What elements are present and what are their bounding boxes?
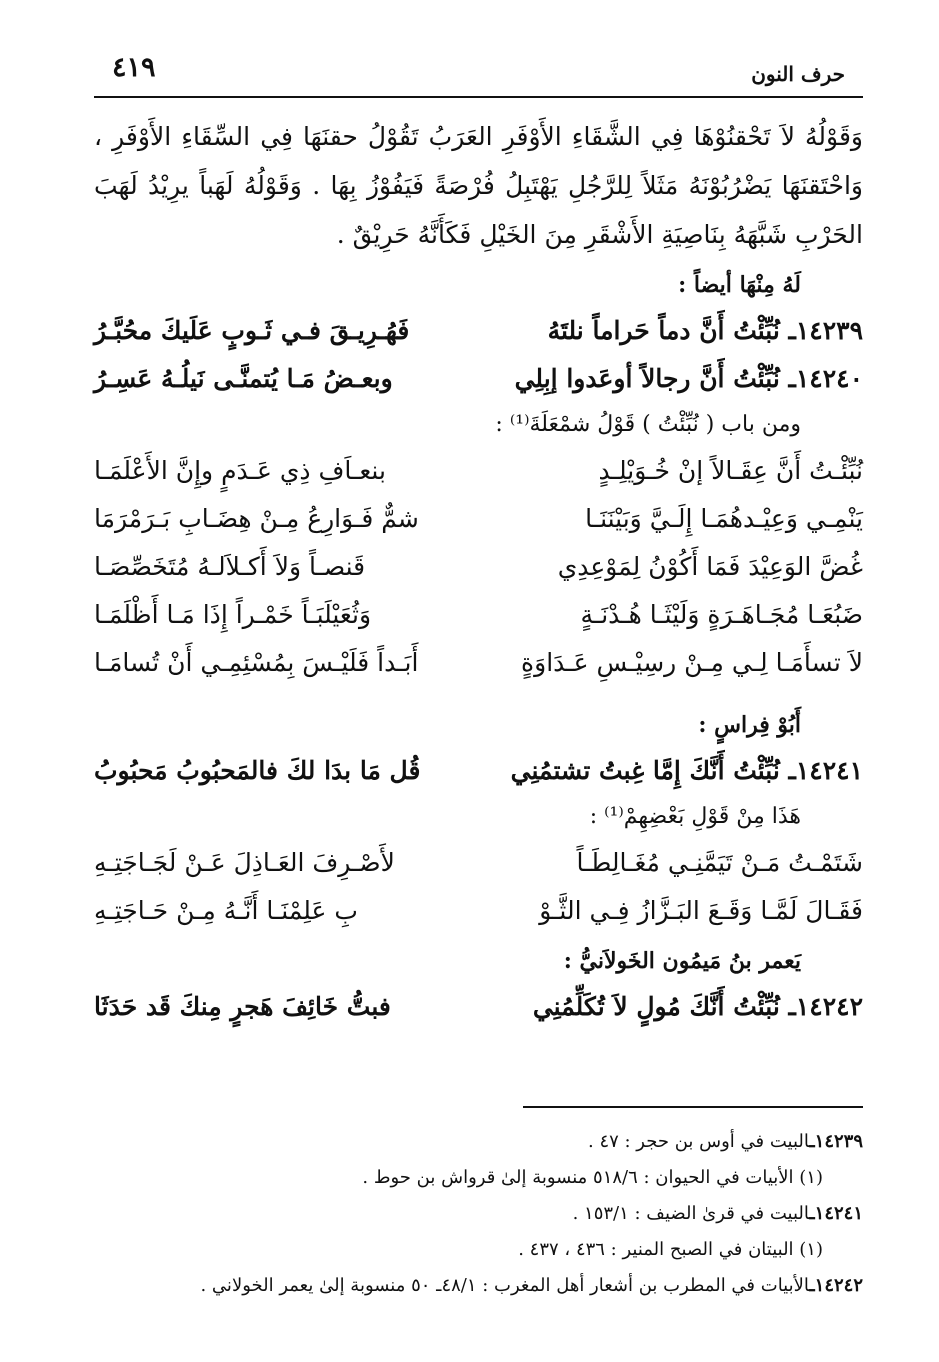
quoted-verse xyxy=(94,839,863,887)
verse-second-hemistich: وبعـضُ مَـا يُتمنَّـى نَيلُـهُ عَسِـرُ xyxy=(94,364,393,393)
verse-first-hemistich: فَقَـالَ لَمَّـا وَقَـعَ البَـزَّازُ فِـي الثَّـوْ xyxy=(539,896,863,925)
spacer xyxy=(94,687,863,699)
hemistich-text: نُبِّئْتُ أَنَّ رجالاً أوعَدوا إبِلِي xyxy=(514,364,780,393)
poet-attribution: يَعمر بنُ مَيمُون الخَولاَنيُّ : xyxy=(563,948,801,974)
verse-second-hemistich: بِ عَلِمْنَـا أَنَّـهُ مِـنْ حَـاجَتِـهِ xyxy=(94,896,358,925)
quoted-verse xyxy=(94,495,863,543)
verse-first-hemistich: غُضَّ الوَعِيْدَ فَمَا أَكُوْنُ لِمَوْعِدِي xyxy=(557,552,863,581)
verse-second-hemistich: شمٌّ فَـوَارِعُ مِـنْ هِضَـابِ بَـرَمْرَمَا xyxy=(94,504,419,533)
verse-14241 xyxy=(94,747,863,795)
verse-first-hemistich: لاَ تسأَمَـا لِـي مِـنْ رسِيْـسِ عَـدَاوَةٍ xyxy=(521,648,863,677)
verse-first-hemistich: ضَبُعَـا مُجَـاهَـرَةٍ وَلَيْثَـا هُـدْنَـةٍ xyxy=(580,600,863,629)
running-head: حرف النون xyxy=(751,62,845,86)
verse-first-hemistich xyxy=(479,983,864,1031)
verse-first-hemistich xyxy=(479,747,864,795)
footnote-text: البيت في أوس بن حجر : ٤٧ . xyxy=(588,1131,810,1152)
verse-first-hemistich: شَتَمْـتُ مَـنْ تَيَمَّنِـي مُغَـالِطَـاً xyxy=(576,848,863,877)
page-number: ٤١٩ xyxy=(112,52,156,83)
poet-attribution: لَهُ مِنْهَا أيضاً : xyxy=(678,272,801,298)
hemistich-text: نُبِّئْتُ أَنَّ دماً حَراماً نلتَهُ xyxy=(547,316,780,345)
main-text xyxy=(94,112,863,1031)
footnote-rule xyxy=(523,1106,863,1108)
quoted-verse xyxy=(94,543,863,591)
verse-second-hemistich: قَنصـاً وَلاَ أَكـلاَلـهُ مُتَخَصِّصَـا xyxy=(94,552,366,581)
footnote-number: ١٤٢٤٢ـ xyxy=(809,1275,863,1296)
quoted-verse xyxy=(94,447,863,495)
verse-number: ١٤٢٤١ـ xyxy=(788,756,863,785)
footnotes xyxy=(94,1124,863,1304)
verse-first-hemistich: يَنْمِـي وَعِيْـدهُمَـا إِلَـيَّ وَبَيْنَنَـا xyxy=(585,504,863,533)
verse-number: ١٤٢٤٠ـ xyxy=(788,364,863,393)
verse-second-hemistich: بنعـاَفِ ذِي عَـدَمٍ وإِنَّ الأَعْلَمَـا xyxy=(94,456,386,485)
verse-second-hemistich: قُل مَا بدَا لكَ فالمَحبُوبُ مَحبُوبُ xyxy=(94,756,421,785)
verse-first-hemistich xyxy=(479,355,864,403)
quoted-verse xyxy=(94,639,863,687)
footnote xyxy=(94,1124,863,1160)
quoted-verse xyxy=(94,591,863,639)
verse-second-hemistich: أَبَـداً فَلَيْـسَ بِمُسْئِمِـي أَنْ تُسامَـا xyxy=(94,648,419,677)
commentary-note: ومن باب ( نُبِّئْتُ ) قَوْلُ شمْعَلَةَ⁽¹⁾ : xyxy=(495,412,801,437)
hemistich-text: نُبِّئْتُ أَنَّكَ إِمَّا غِبتُ تشتمُنِي xyxy=(510,756,780,785)
verse-second-hemistich: فبتُّ خَائِفَ هَجرٍ مِنكَ قَد حَدَثَا xyxy=(94,992,391,1021)
verse-second-hemistich: لأَصْـرِفَ العَـاذِلَ عَـنْ لَجَـاجَتِـهِ xyxy=(94,848,395,877)
footnote-text: (١) البيتان في الصبح المنير : ٤٣٦ ، ٤٣٧ . xyxy=(518,1239,823,1260)
verse-14242 xyxy=(94,983,863,1031)
quoted-verse xyxy=(94,887,863,935)
footnote-text: الأبيات في المطرب بن أشعار أهل المغرب : ٤٨/١ـ ٥٠ منسوبة إلىٰ يعمر الخولاني . xyxy=(200,1275,810,1296)
verse-number: ١٤٢٣٩ـ xyxy=(788,316,863,345)
footnote-text: (١) الأبيات في الحيوان : ٥١٨/٦ منسوبة إلىٰ قرواش بن حوط . xyxy=(362,1167,823,1188)
page-header xyxy=(94,52,845,94)
header-rule xyxy=(94,96,863,98)
verse-second-hemistich: وَثُعَيْلَبَـاً خَمْـراً إِذَا مَـا أَظْلَمَـا xyxy=(94,600,372,629)
verse-second-hemistich: فَهُـرِيـقَ فـي ثَـوبٍ عَلَيكَ محُبَّـرُ xyxy=(94,316,410,345)
footnote xyxy=(94,1196,863,1232)
hemistich-text: نُبِّئْتُ أَنَّكَ مُولٍ لاَ تُكَلِّمُنِي xyxy=(532,992,780,1021)
commentary-note: هَذَا مِنْ قَوْلِ بَعْضِهِمْ⁽¹⁾ : xyxy=(589,804,801,829)
footnote xyxy=(94,1160,863,1196)
footnote-text: البيت في قرىٰ الضيف : ١٥٣/١ . xyxy=(572,1203,810,1224)
footnote-number: ١٤٢٣٩ـ xyxy=(809,1131,863,1152)
poet-attribution: أَبُوْ فِراسٍ : xyxy=(698,712,801,738)
verse-14239 xyxy=(94,307,863,355)
verse-14240 xyxy=(94,355,863,403)
verse-number: ١٤٢٤٢ـ xyxy=(788,992,863,1021)
verse-first-hemistich: نُبِّئْـتُ أَنَّ عِقَـالاً إنْ خُـوَيْلِـدٍ xyxy=(598,456,863,485)
footnote xyxy=(94,1268,863,1304)
footnote xyxy=(94,1232,863,1268)
footnote-number: ١٤٢٤١ـ xyxy=(809,1203,863,1224)
verse-first-hemistich xyxy=(479,307,864,355)
commentary-paragraph: وَقَوْلُهُ لاَ تَحْقنُوْهَا فِي الشَّقَاءِ الأَوْفَرِ العَرَبُ تَقُوْلُ حقنَهَا فِي السِّقَاءِ الأَوْفَرِ ، وَاحْتَقنَهَا يَضْرُبُوْنَهُ مَثَلاً لِلرَّجُلِ يَهْتَبِلُ فُرْصَةً فَيَفُوْزُ بِهَا . وَقَوْلُهُ لَهَباً يرِيْدُ لَهَبَ الحَرْبِ شَبَّهَهُ بِنَاصِيَةِ الأَشْقَرِ مِنَ الخَيْلِ فَكَأَنَّهُ حَرِيْقٌ . xyxy=(94,122,863,249)
